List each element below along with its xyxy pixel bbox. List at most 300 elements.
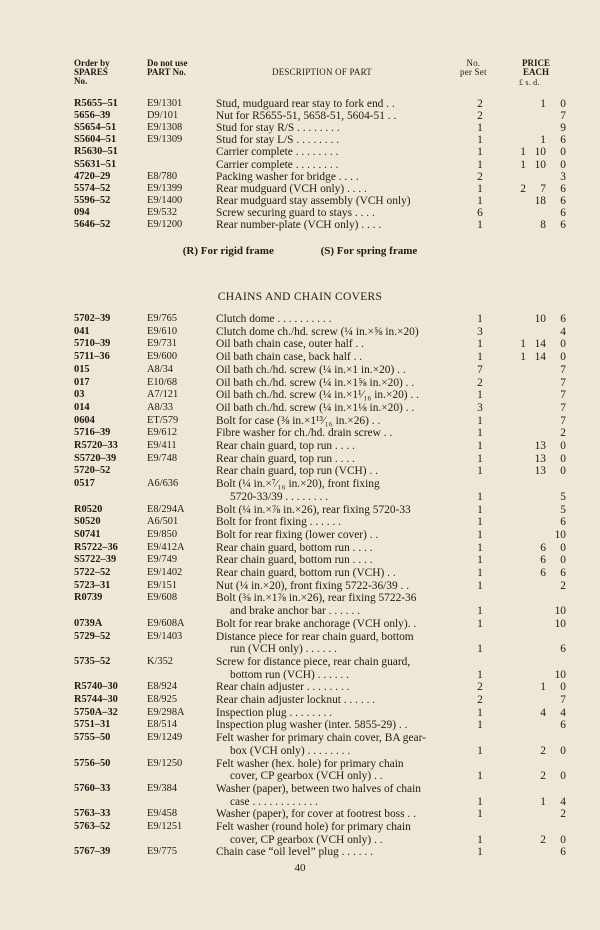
spares-number: 5729–52 [74, 630, 111, 642]
part-description: Rear mudguard (VCH only) . . . . [216, 182, 367, 195]
price-pounds: 2 [520, 182, 526, 195]
number-per-set: 1 [477, 706, 483, 719]
spares-number: 5656–39 [74, 110, 111, 122]
rigid-frame-note: (R) For rigid frame [182, 245, 274, 257]
price-pence: 6 [560, 719, 566, 732]
part-description: Carrier complete . . . . . . . . [216, 146, 339, 159]
part-number: E9/532 [147, 206, 178, 218]
number-per-set: 1 [477, 134, 483, 147]
part-number: E8/780 [147, 170, 178, 182]
table-row [0, 542, 600, 554]
table-row [0, 631, 600, 643]
number-per-set: 1 [477, 440, 483, 452]
part-description: Washer (paper), for cover at footrest boss . . [216, 808, 416, 821]
frame-note [0, 245, 600, 257]
part-number: E9/600 [147, 351, 178, 363]
part-number: A6/501 [147, 516, 179, 528]
spares-number: R5744–30 [74, 694, 118, 705]
part-number: E9/1403 [147, 630, 183, 642]
number-per-set: 1 [477, 567, 483, 579]
price-pence: 0 [560, 351, 566, 364]
part-number: E9/1399 [147, 182, 183, 194]
table-row [0, 554, 600, 566]
number-per-set: 1 [477, 503, 483, 516]
table-row [0, 669, 600, 681]
part-description: case . . . . . . . . . . . . [230, 795, 318, 808]
number-per-set: 1 [477, 351, 483, 364]
table-row [0, 146, 600, 158]
spares-number: 5716–39 [74, 427, 111, 439]
part-description: Bolt for rear brake anchorage (VCH only). . [216, 617, 417, 630]
part-description: Fibre washer for ch./hd. drain screw . . [216, 427, 393, 440]
part-description: Chain case “oil level” plug . . . . . . [216, 846, 373, 859]
table-row [0, 592, 600, 604]
price-shillings: 8 [540, 219, 546, 231]
part-description: 5720-33/39 . . . . . . . . [230, 490, 329, 503]
number-per-set: 2 [477, 110, 483, 123]
table-row [0, 183, 600, 195]
number-per-set: 1 [477, 122, 483, 135]
spares-number: 5756–50 [74, 757, 111, 769]
table-row [0, 707, 600, 719]
price-pence: 6 [560, 567, 566, 579]
part-description: Rear chain guard, top run . . . . [216, 452, 355, 465]
part-number: E8/294A [147, 503, 185, 515]
table-row [0, 732, 600, 744]
price-pence: 7 [560, 401, 566, 414]
number-per-set: 1 [477, 846, 483, 859]
price-pence: 10 [554, 617, 566, 630]
part-description: Oil bath ch./hd. screw (¼ in.×1¹⁄₁₆ in.×20) . . [216, 389, 419, 402]
number-per-set: 3 [477, 325, 483, 338]
part-number: K/352 [147, 655, 173, 667]
part-description: Bolt (¼ in.×⅞ in.×26), rear fixing 5720-33 [216, 503, 411, 516]
spares-number: 4720–29 [74, 170, 111, 182]
spares-number: 5574–52 [74, 182, 111, 194]
part-description: Rear chain guard, bottom run . . . . [216, 554, 373, 567]
part-description: Rear chain adjuster locknut . . . . . . [216, 694, 376, 706]
part-description: Packing washer for bridge . . . . [216, 170, 359, 183]
table-row [0, 364, 600, 376]
price-pence: 0 [560, 541, 566, 554]
price-pence: 4 [560, 325, 566, 338]
spares-number: S5722–39 [74, 554, 117, 566]
table-row [0, 719, 600, 731]
spring-frame-note: (S) For spring frame [320, 245, 418, 257]
number-per-set: 2 [477, 681, 483, 694]
price-pence: 7 [560, 110, 566, 123]
table-row [0, 758, 600, 770]
price-pence: 10 [554, 528, 566, 541]
price-pence: 6 [560, 194, 566, 207]
number-per-set: 1 [477, 182, 483, 195]
number-per-set: 1 [477, 414, 483, 427]
price-pence: 7 [560, 363, 566, 376]
spares-number: R5630–51 [74, 146, 118, 158]
price-shillings: 6 [540, 541, 546, 554]
part-description: Screw securing guard to stays . . . . [216, 206, 375, 219]
table-row [0, 491, 600, 503]
part-number: E9/298A [147, 706, 185, 718]
spares-number: 5702–39 [74, 313, 111, 324]
table-row [0, 580, 600, 592]
price-pence: 0 [560, 452, 566, 465]
spares-number: R5740–30 [74, 681, 118, 693]
part-number: E9/1402 [147, 567, 183, 578]
spares-number: 017 [74, 376, 90, 388]
table-row [0, 529, 600, 541]
table-row [0, 516, 600, 528]
spares-number: R5655–51 [74, 98, 118, 109]
price-pence: 6 [560, 219, 566, 231]
part-description: Distance piece for rear chain guard, bottom [216, 630, 414, 643]
part-description: and brake anchor bar . . . . . . [230, 605, 360, 618]
table-row [0, 351, 600, 363]
part-number: E9/411 [147, 440, 177, 451]
spares-number: 5763–33 [74, 808, 111, 820]
number-per-set: 1 [477, 146, 483, 159]
price-shillings: 10 [534, 313, 546, 325]
price-shillings: 13 [534, 465, 546, 478]
header-price-each: PRICE EACH [522, 58, 551, 77]
part-description: box (VCH only) . . . . . . . . [230, 744, 351, 757]
table-row [0, 122, 600, 134]
spares-number: 0604 [74, 414, 95, 426]
table-row [0, 171, 600, 183]
part-number: E9/610 [147, 325, 178, 337]
spares-number: S5654–51 [74, 122, 117, 134]
table-row [0, 389, 600, 401]
number-per-set: 2 [477, 98, 483, 110]
table-row [0, 427, 600, 439]
part-description: Washer (paper), between two halves of chain [216, 782, 421, 795]
table-row [0, 783, 600, 795]
price-pence: 6 [560, 516, 566, 529]
price-pence: 0 [560, 770, 566, 783]
table-row [0, 110, 600, 122]
spares-number: 03 [74, 389, 85, 401]
part-description: Inspection plug washer (inter. 5855-29) . . [216, 719, 408, 732]
number-per-set: 1 [477, 452, 483, 465]
part-number: E9/1250 [147, 757, 183, 769]
price-pence: 6 [560, 182, 566, 195]
price-pence: 7 [560, 389, 566, 402]
price-pence: 10 [554, 668, 566, 681]
part-description: Rear chain adjuster . . . . . . . . [216, 681, 350, 694]
part-number: E9/608 [147, 592, 178, 604]
header-no-per-set: No. per Set [460, 58, 487, 77]
price-pence: 0 [560, 338, 566, 351]
table-row [0, 415, 600, 427]
part-description: Bolt (⅜ in.×1⅞ in.×26), rear fixing 5722-36 [216, 592, 417, 605]
price-pounds: 1 [520, 351, 526, 364]
price-pence: 0 [560, 465, 566, 478]
number-per-set: 1 [477, 554, 483, 567]
table-row [0, 195, 600, 207]
spares-number: 5760–33 [74, 782, 111, 794]
part-number: E9/151 [147, 579, 178, 591]
table-row [0, 326, 600, 338]
number-per-set: 1 [477, 833, 483, 846]
price-shillings: 18 [534, 194, 546, 207]
table-row [0, 770, 600, 782]
number-per-set: 2 [477, 376, 483, 389]
table-row [0, 504, 600, 516]
table-row [0, 808, 600, 820]
price-pence: 7 [560, 376, 566, 389]
price-pence: 0 [560, 146, 566, 159]
spares-number: 5767–39 [74, 846, 111, 858]
number-per-set: 3 [477, 401, 483, 414]
part-number: E9/765 [147, 313, 178, 324]
part-number: E9/1309 [147, 134, 183, 146]
price-pence: 2 [560, 808, 566, 821]
table-row [0, 821, 600, 833]
part-number: E9/1400 [147, 194, 183, 206]
price-shillings: 14 [534, 338, 546, 351]
part-description: run (VCH only) . . . . . . [230, 643, 337, 656]
part-number: E9/608A [147, 617, 185, 629]
table-row [0, 219, 600, 231]
part-number: E10/68 [147, 376, 178, 388]
number-per-set: 1 [477, 389, 483, 402]
table-row [0, 478, 600, 490]
part-description: Felt washer for primary chain cover, BA gear- [216, 732, 426, 745]
spares-number: S5631–51 [74, 158, 117, 170]
price-shillings: 10 [534, 146, 546, 159]
price-pence: 0 [560, 833, 566, 846]
part-number: E8/925 [147, 694, 178, 705]
number-per-set: 1 [477, 427, 483, 440]
part-number: A8/33 [147, 401, 173, 413]
part-number: E9/412A [147, 541, 185, 553]
table-row [0, 453, 600, 465]
spares-number: 5711–36 [74, 351, 110, 363]
part-description: cover, CP gearbox (VCH only) . . [230, 770, 383, 783]
part-number: E8/514 [147, 719, 178, 731]
part-number: E9/1301 [147, 98, 183, 109]
spares-number: 5750A–32 [74, 706, 118, 718]
table-row [0, 605, 600, 617]
price-pence: 10 [554, 605, 566, 618]
header-description: DESCRIPTION OF PART [272, 67, 372, 77]
spares-number: 015 [74, 363, 90, 375]
table-row [0, 465, 600, 477]
number-per-set: 1 [477, 158, 483, 171]
section-title: CHAINS AND CHAIN COVERS [217, 291, 383, 303]
price-pence: 0 [560, 681, 566, 694]
header-order-by: Order by SPARES No. [74, 58, 110, 86]
table-row [0, 643, 600, 655]
part-description: Clutch dome ch./hd. screw (¼ in.×⅝ in.×20) [216, 325, 419, 338]
number-per-set: 1 [477, 516, 483, 529]
price-pence: 6 [560, 643, 566, 656]
table-row [0, 681, 600, 693]
price-pence: 6 [560, 134, 566, 147]
table-row [0, 377, 600, 389]
price-pence: 0 [560, 98, 566, 110]
part-description: Stud, mudguard rear stay to fork end . . [216, 98, 395, 110]
part-description: Rear chain guard, top run . . . . [216, 440, 355, 452]
table-row [0, 313, 600, 325]
price-shillings: 13 [534, 440, 546, 452]
price-shillings: 6 [540, 567, 546, 579]
price-pounds: 1 [520, 158, 526, 171]
number-per-set: 2 [477, 694, 483, 706]
price-shillings: 1 [540, 681, 546, 694]
part-description: Rear chain guard, bottom run . . . . [216, 541, 373, 554]
spares-number: 5720–52 [74, 465, 111, 477]
price-pence: 2 [560, 427, 566, 440]
header-do-not-use: Do not use PART No. [147, 58, 188, 77]
table-row [0, 134, 600, 146]
number-per-set: 1 [477, 617, 483, 630]
table-row [0, 98, 600, 110]
part-description: cover, CP gearbox (VCH only) . . [230, 833, 383, 846]
spares-number: R0520 [74, 503, 103, 515]
number-per-set: 1 [477, 643, 483, 656]
part-description: Rear mudguard stay assembly (VCH only) [216, 194, 411, 207]
header-currency: £ s. d. [519, 78, 540, 87]
page-number: 40 [294, 862, 306, 874]
price-pence: 0 [560, 158, 566, 171]
spares-number: S0520 [74, 516, 101, 528]
price-pounds: 1 [520, 146, 526, 159]
price-pence: 0 [560, 744, 566, 757]
part-number: A6/636 [147, 478, 179, 490]
price-shillings: 7 [540, 182, 546, 195]
price-shillings: 14 [534, 351, 546, 364]
table-row [0, 402, 600, 414]
spares-number: 5735–52 [74, 655, 111, 667]
spares-number: 5751–31 [74, 719, 111, 731]
part-description: Bolt for rear fixing (lower cover) . . [216, 528, 379, 541]
price-pence: 0 [560, 440, 566, 452]
price-pence: 3 [560, 170, 566, 183]
part-description: Oil bath chain case, back half . . [216, 351, 363, 364]
number-per-set: 1 [477, 668, 483, 681]
part-number: E9/1249 [147, 732, 183, 744]
number-per-set: 1 [477, 605, 483, 618]
spares-number: R5722–36 [74, 541, 118, 553]
spares-number: S5604–51 [74, 134, 117, 146]
part-number: A8/34 [147, 363, 173, 375]
price-shillings: 1 [540, 795, 546, 808]
price-pounds: 1 [520, 338, 526, 351]
part-description: Inspection plug . . . . . . . . [216, 706, 333, 719]
part-description: Carrier complete . . . . . . . . [216, 158, 339, 171]
table-row [0, 567, 600, 579]
part-description: Rear chain guard, bottom run (VCH) . . [216, 567, 396, 579]
spares-number: 5596–52 [74, 194, 111, 206]
spares-number: 5722–52 [74, 567, 111, 578]
spares-number: 094 [74, 206, 90, 218]
part-description: Oil bath ch./hd. screw (¼ in.×1⅛ in.×20) . . [216, 401, 415, 414]
number-per-set: 1 [477, 541, 483, 554]
price-pence: 6 [560, 846, 566, 859]
price-pence: 4 [560, 795, 566, 808]
price-pence: 2 [560, 579, 566, 592]
spares-number: R5720–33 [74, 440, 118, 451]
table-row [0, 159, 600, 171]
table-row [0, 834, 600, 846]
spares-number: 5646–52 [74, 219, 111, 230]
part-number: E9/749 [147, 554, 178, 566]
price-shillings: 2 [540, 833, 546, 846]
spares-number: 014 [74, 401, 90, 413]
part-description: bottom run (VCH) . . . . . . [230, 668, 349, 681]
price-shillings: 4 [540, 706, 546, 719]
price-shillings: 13 [534, 452, 546, 465]
price-shillings: 2 [540, 770, 546, 783]
table-row [0, 656, 600, 668]
spares-number: R0739 [74, 592, 103, 604]
part-number: E9/458 [147, 808, 178, 820]
part-description: Oil bath ch./hd. screw (¼ in.×1 in.×20) . . [216, 363, 406, 376]
spares-number: 5723–31 [74, 579, 111, 591]
part-description: Bolt for front fixing . . . . . . [216, 516, 341, 529]
part-description: Rear number-plate (VCH only) . . . . [216, 219, 382, 231]
number-per-set: 1 [477, 808, 483, 821]
part-number: E9/1200 [147, 219, 183, 230]
part-description: Oil bath ch./hd. screw (¼ in.×1⅝ in.×20) . . [216, 376, 415, 389]
number-per-set: 1 [477, 465, 483, 478]
spares-number: 5755–50 [74, 732, 111, 744]
spares-number: 0517 [74, 478, 95, 490]
part-description: Felt washer (hex. hole) for primary chain [216, 757, 404, 770]
price-pence: 7 [560, 414, 566, 427]
price-pence: 6 [560, 206, 566, 219]
part-number: E9/775 [147, 846, 178, 858]
number-per-set: 1 [477, 313, 483, 325]
part-number: ET/579 [147, 414, 179, 426]
number-per-set: 1 [477, 744, 483, 757]
number-per-set: 1 [477, 719, 483, 732]
part-description: Oil bath chain case, outer half . . [216, 338, 365, 351]
part-number: E9/731 [147, 338, 178, 350]
table-row [0, 745, 600, 757]
table-row [0, 440, 600, 452]
part-description: Stud for stay L/S . . . . . . . . [216, 134, 340, 147]
number-per-set: 7 [477, 363, 483, 376]
table-row [0, 618, 600, 630]
spares-number: S5720–39 [74, 452, 117, 464]
spares-number: 0739A [74, 617, 103, 629]
number-per-set: 2 [477, 170, 483, 183]
part-number: E9/612 [147, 427, 178, 439]
spares-number: 041 [74, 325, 90, 337]
price-pence: 5 [560, 490, 566, 503]
price-shillings: 1 [540, 134, 546, 147]
price-pence: 7 [560, 694, 566, 706]
number-per-set: 1 [477, 579, 483, 592]
number-per-set: 1 [477, 194, 483, 207]
price-shillings: 6 [540, 554, 546, 567]
price-pence: 9 [560, 122, 566, 135]
part-description: Screw for distance piece, rear chain guard, [216, 655, 411, 668]
table-row [0, 796, 600, 808]
part-number: D9/101 [147, 110, 179, 122]
price-shillings: 1 [540, 98, 546, 110]
number-per-set: 1 [477, 528, 483, 541]
spares-number: S0741 [74, 528, 101, 540]
part-description: Nut (¼ in.×20), front fixing 5722-36/39 . . [216, 579, 410, 592]
price-pence: 0 [560, 554, 566, 567]
part-description: Stud for stay R/S . . . . . . . . [216, 122, 340, 135]
number-per-set: 1 [477, 338, 483, 351]
price-shillings: 10 [534, 158, 546, 171]
number-per-set: 1 [477, 219, 483, 231]
